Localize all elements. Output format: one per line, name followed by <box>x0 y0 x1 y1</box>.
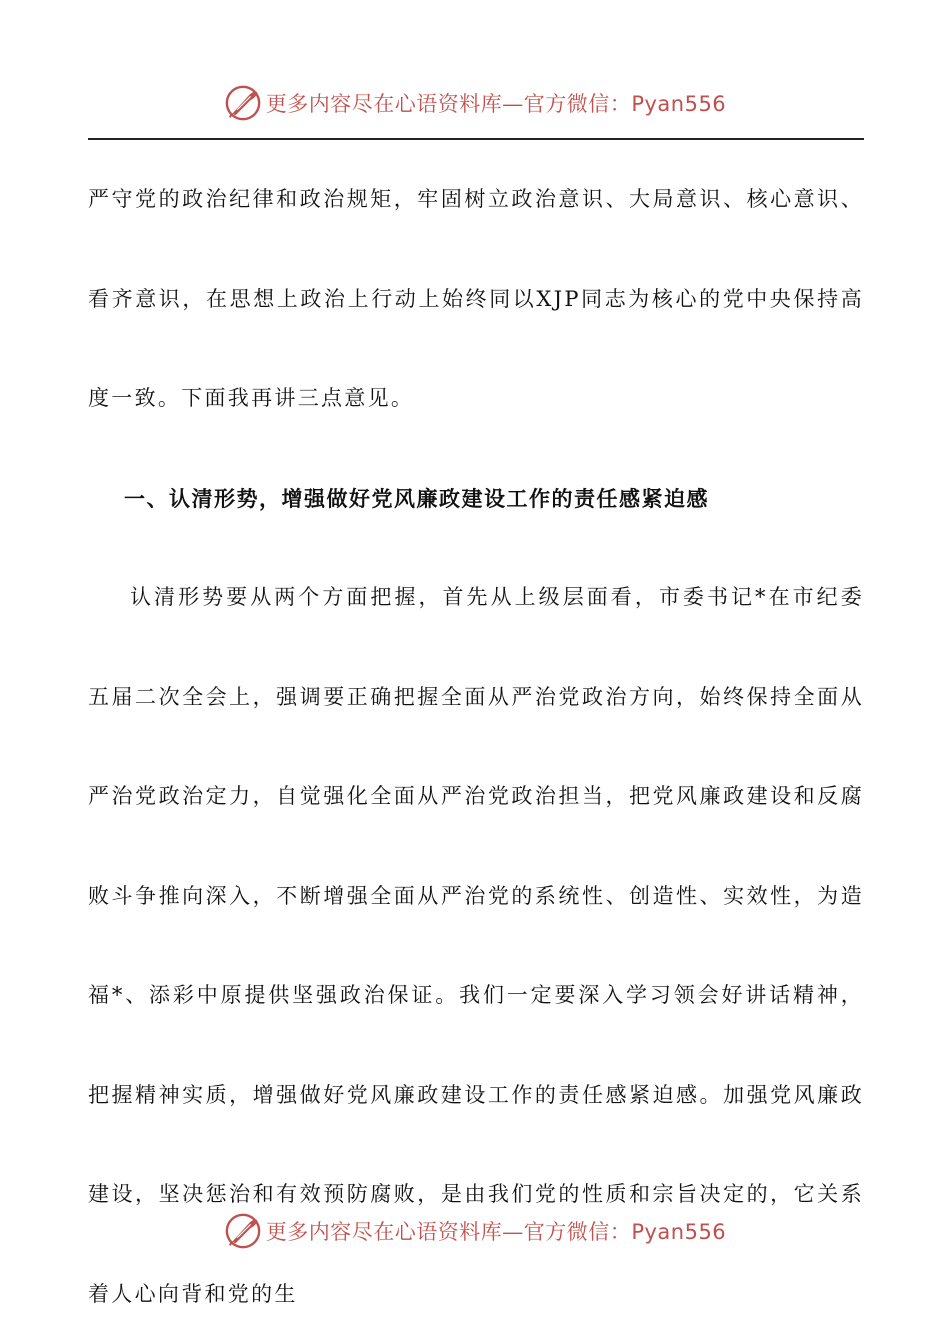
footer-banner <box>0 1208 950 1254</box>
header-divider <box>88 138 864 140</box>
paragraph-2: 认清形势要从两个方面把握，首先从上级层面看，市委书记*在市纪委五届二次全会上，强调要正确把握全面从严治党政治方向，始终保持全面从严治党政治定力，自觉强化全面从严治党政治担当，把党风廉政建设和反腐败斗争推向深入，不断增强全面从严治党的系统性、创造性、实效性，为造福*、添彩中原提供坚强政治保证。我们一定要深入学习领会好讲话精神，把握精神实质，增强做好党风廉政建设工作的责任感紧迫感。加强党风廉政建设，坚决惩治和有效预防腐败，是由我们党的性质和宗旨决定的，它关系着人心向背和党的生 <box>88 585 864 1306</box>
header-wechat-id: Pyan556 <box>631 92 727 116</box>
section-heading-1: 一、认清形势，增强做好党风廉政建设工作的责任感紧迫感 <box>124 485 709 511</box>
footer-ad-text: 更多内容尽在心语资料库—官方微信：Pyan556 <box>265 1220 727 1244</box>
header-ad-text: 更多内容尽在心语资料库—官方微信：Pyan556 <box>265 92 727 116</box>
quill-pen-logo-icon <box>224 84 262 122</box>
document-body <box>88 150 864 1344</box>
header-banner <box>0 80 950 126</box>
quill-pen-logo-icon <box>224 1212 262 1250</box>
paragraph-1: 严守党的政治纪律和政治规矩，牢固树立政治意识、大局意识、核心意识、看齐意识，在思想上政治上行动上始终同以XJP同志为核心的党中央保持高度一致。下面我再讲三点意见。 <box>88 187 864 410</box>
footer-wechat-id: Pyan556 <box>631 1220 727 1244</box>
